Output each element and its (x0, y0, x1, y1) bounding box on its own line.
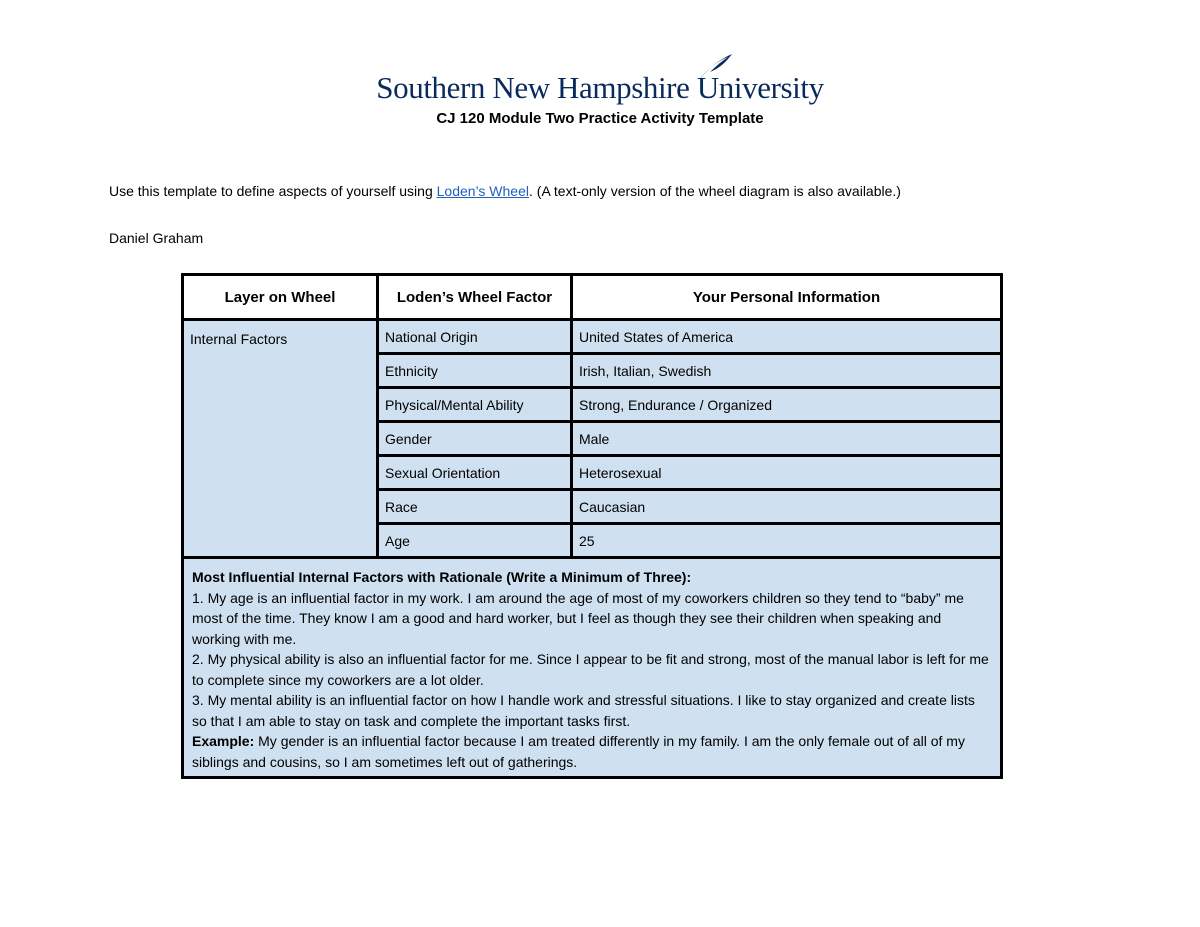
logo-text: Southern New Hampshire University (376, 70, 824, 105)
layer-internal-factors: Internal Factors (183, 320, 378, 558)
lodens-wheel-link[interactable]: Loden’s Wheel (436, 183, 529, 199)
factor-cell: Race (378, 490, 572, 524)
rationale-number: 1. (192, 589, 204, 606)
table-row (183, 320, 1002, 354)
university-logo (0, 52, 1200, 104)
factor-cell: Age (378, 524, 572, 558)
header-personal-info: Your Personal Information (572, 275, 1002, 320)
rationale-number: 2. (192, 651, 204, 667)
rationale-number: 3. (192, 692, 204, 708)
info-cell: 25 (572, 524, 1002, 558)
rationale-item (192, 649, 992, 690)
rationale-item (192, 588, 992, 650)
header-layer: Layer on Wheel (183, 275, 378, 320)
info-cell: Heterosexual (572, 456, 1002, 490)
example-item (192, 731, 992, 772)
notes-row (183, 558, 1002, 778)
table-header-row (183, 275, 1002, 320)
intro-text-before: Use this template to define aspects of yourself using (109, 183, 437, 199)
example-label: Example: (192, 733, 255, 749)
factor-cell: Physical/Mental Ability (378, 388, 572, 422)
rationale-cell (183, 558, 1002, 778)
rationale-item (192, 690, 992, 731)
document-title: CJ 120 Module Two Practice Activity Template (436, 110, 764, 127)
rationale-text: My physical ability is also an influential factor for me. Since I appear to be fit and strong, most of the manual labor is left for me to complete since my coworkers are a lot older. (192, 651, 989, 688)
factor-cell: Gender (378, 422, 572, 456)
author-name: Daniel Graham (109, 230, 204, 246)
example-text: My gender is an influential factor because I am treated differently in my family. I am the only female out of all of my siblings and cousins, so I am sometimes left out of gatherings. (192, 733, 965, 770)
intro-text-after: . (A text-only version of the wheel diagram is also available.) (529, 183, 901, 199)
header-factor: Loden’s Wheel Factor (378, 275, 572, 320)
rationale-text: My age is an influential factor in my work. I am around the age of most of my coworkers children so they tend to “baby” me most of the time. They know I am a good and hard worker, but I feel as though they see their children when speaking and working with me. (192, 589, 964, 647)
feather-icon (696, 52, 734, 82)
lodens-wheel-table (181, 273, 1003, 779)
factor-cell: National Origin (378, 320, 572, 354)
factor-cell: Ethnicity (378, 354, 572, 388)
info-cell: Caucasian (572, 490, 1002, 524)
info-cell: Male (572, 422, 1002, 456)
factor-cell: Sexual Orientation (378, 456, 572, 490)
rationale-text: My mental ability is an influential factor on how I handle work and stressful situations. I like to stay organized and create lists so that I am able to stay on task and complete the important tasks first. (192, 692, 975, 729)
info-cell: Irish, Italian, Swedish (572, 354, 1002, 388)
intro-paragraph (109, 183, 901, 199)
rationale-heading: Most Influential Internal Factors with Rationale (Write a Minimum of Three): (192, 569, 692, 585)
info-cell: United States of America (572, 320, 1002, 354)
info-cell: Strong, Endurance / Organized (572, 388, 1002, 422)
